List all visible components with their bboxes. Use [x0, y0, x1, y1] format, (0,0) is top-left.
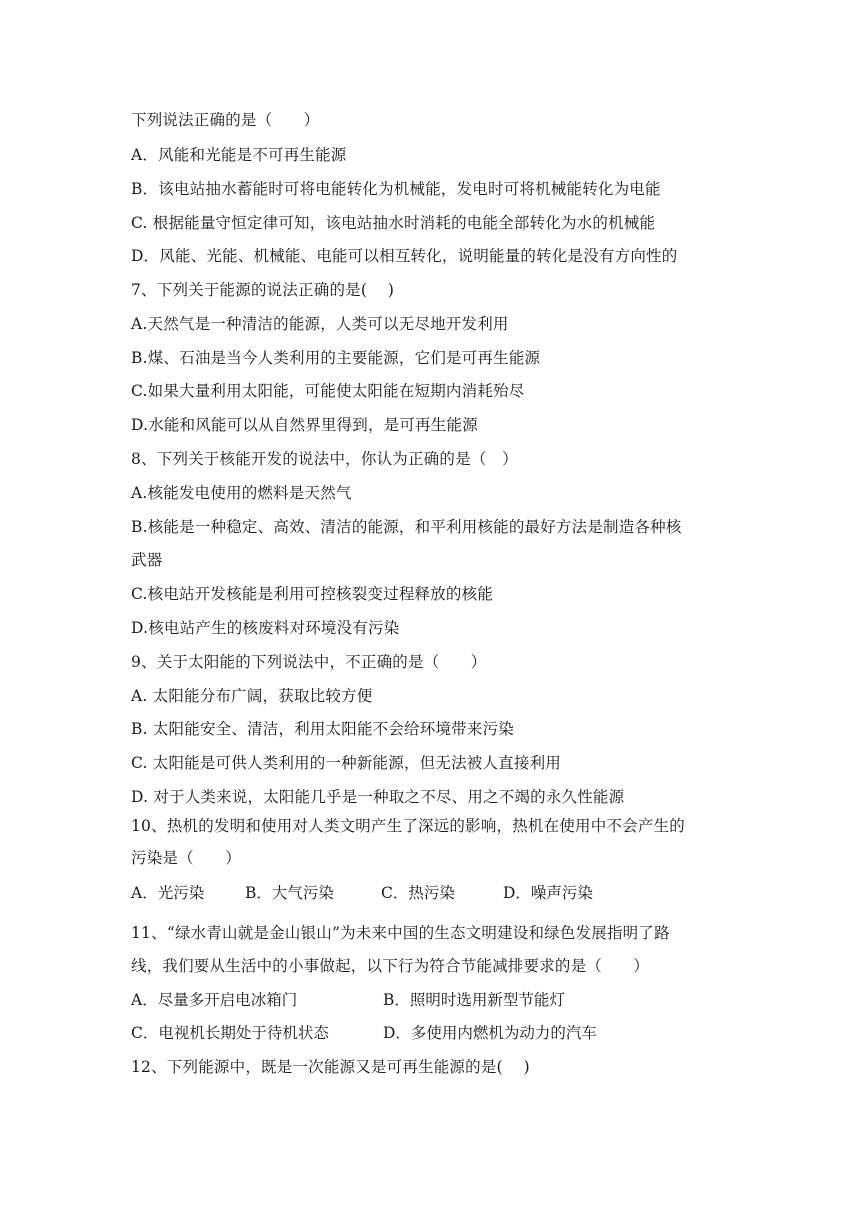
q7-option-c: C.如果大量利用太阳能，可能使太阳能在短期内消耗殆尽: [131, 382, 525, 400]
q7-option-a: A.天然气是一种清洁的能源，人类可以无尽地开发利用: [131, 315, 509, 333]
q10-option-d: D．噪声污染: [503, 884, 593, 902]
q8-option-b: B.核能是一种稳定、高效、清洁的能源，和平利用核能的最好方法是制造各种核: [131, 518, 682, 536]
q8-option-b-cont: 武器: [131, 551, 163, 569]
q8-option-a: A.核能发电使用的燃料是天然气: [131, 484, 352, 502]
q10-option-a: A．光污染: [131, 884, 205, 902]
q9-option-c: C. 太阳能是可供人类利用的一种新能源，但无法被人直接利用: [131, 754, 561, 772]
q6-option-a: A．风能和光能是不可再生能源: [131, 146, 347, 164]
q6-option-d: D．风能、光能、机械能、电能可以相互转化，说明能量的转化是没有方向性的: [131, 247, 678, 265]
q9-option-a: A. 太阳能分布广阔，获取比较方便: [131, 687, 373, 705]
q8-stem: 8、下列关于核能开发的说法中，你认为正确的是（ ）: [131, 450, 518, 468]
q6-option-b: B．该电站抽水蓄能时可将电能转化为机械能，发电时可将机械能转化为电能: [131, 180, 661, 198]
q10-option-b: B．大气污染: [245, 884, 334, 902]
q7-option-b: B.煤、石油是当今人类利用的主要能源，它们是可再生能源: [131, 349, 541, 367]
q11-option-c: C．电视机长期处于待机状态: [131, 1024, 329, 1042]
q10-stem-line2: 污染是（ ）: [131, 849, 241, 867]
q9-option-b: B. 太阳能安全、清洁，利用太阳能不会给环境带来污染: [131, 720, 514, 738]
q9-option-d: D. 对于人类来说，太阳能几乎是一种取之不尽、用之不竭的永久性能源: [131, 788, 625, 806]
q10-stem-line1: 10、热机的发明和使用对人类文明产生了深远的影响，热机在使用中不会产生的: [131, 817, 685, 835]
q11-option-a: A．尽量多开启电冰箱门: [131, 991, 298, 1009]
q10-option-c: C．热污染: [381, 884, 455, 902]
q11-option-b: B．照明时选用新型节能灯: [383, 991, 565, 1009]
q12-stem: 12、下列能源中，既是一次能源又是可再生能源的是( ): [131, 1058, 530, 1076]
q11-option-d: D．多使用内燃机为动力的汽车: [383, 1024, 597, 1042]
q9-stem: 9、关于太阳能的下列说法中，不正确的是（ ）: [131, 653, 487, 671]
q11-stem-line2: 线，我们要从生活中的小事做起，以下行为符合节能减排要求的是（ ）: [131, 957, 650, 975]
q7-stem: 7、下列关于能源的说法正确的是( ): [131, 281, 395, 299]
q11-stem-line1: 11、“绿水青山就是金山银山”为未来中国的生态文明建设和绿色发展指明了路: [131, 924, 670, 942]
q7-option-d: D.水能和风能可以从自然界里得到，是可再生能源: [131, 416, 478, 434]
q6-option-c: C. 根据能量守恒定律可知，该电站抽水时消耗的电能全部转化为水的机械能: [131, 214, 656, 232]
q6-stem: 下列说法正确的是（ ）: [131, 111, 320, 129]
q8-option-d: D.核电站产生的核废料对环境没有污染: [131, 619, 400, 637]
q8-option-c: C.核电站开发核能是利用可控核裂变过程释放的核能: [131, 585, 494, 603]
